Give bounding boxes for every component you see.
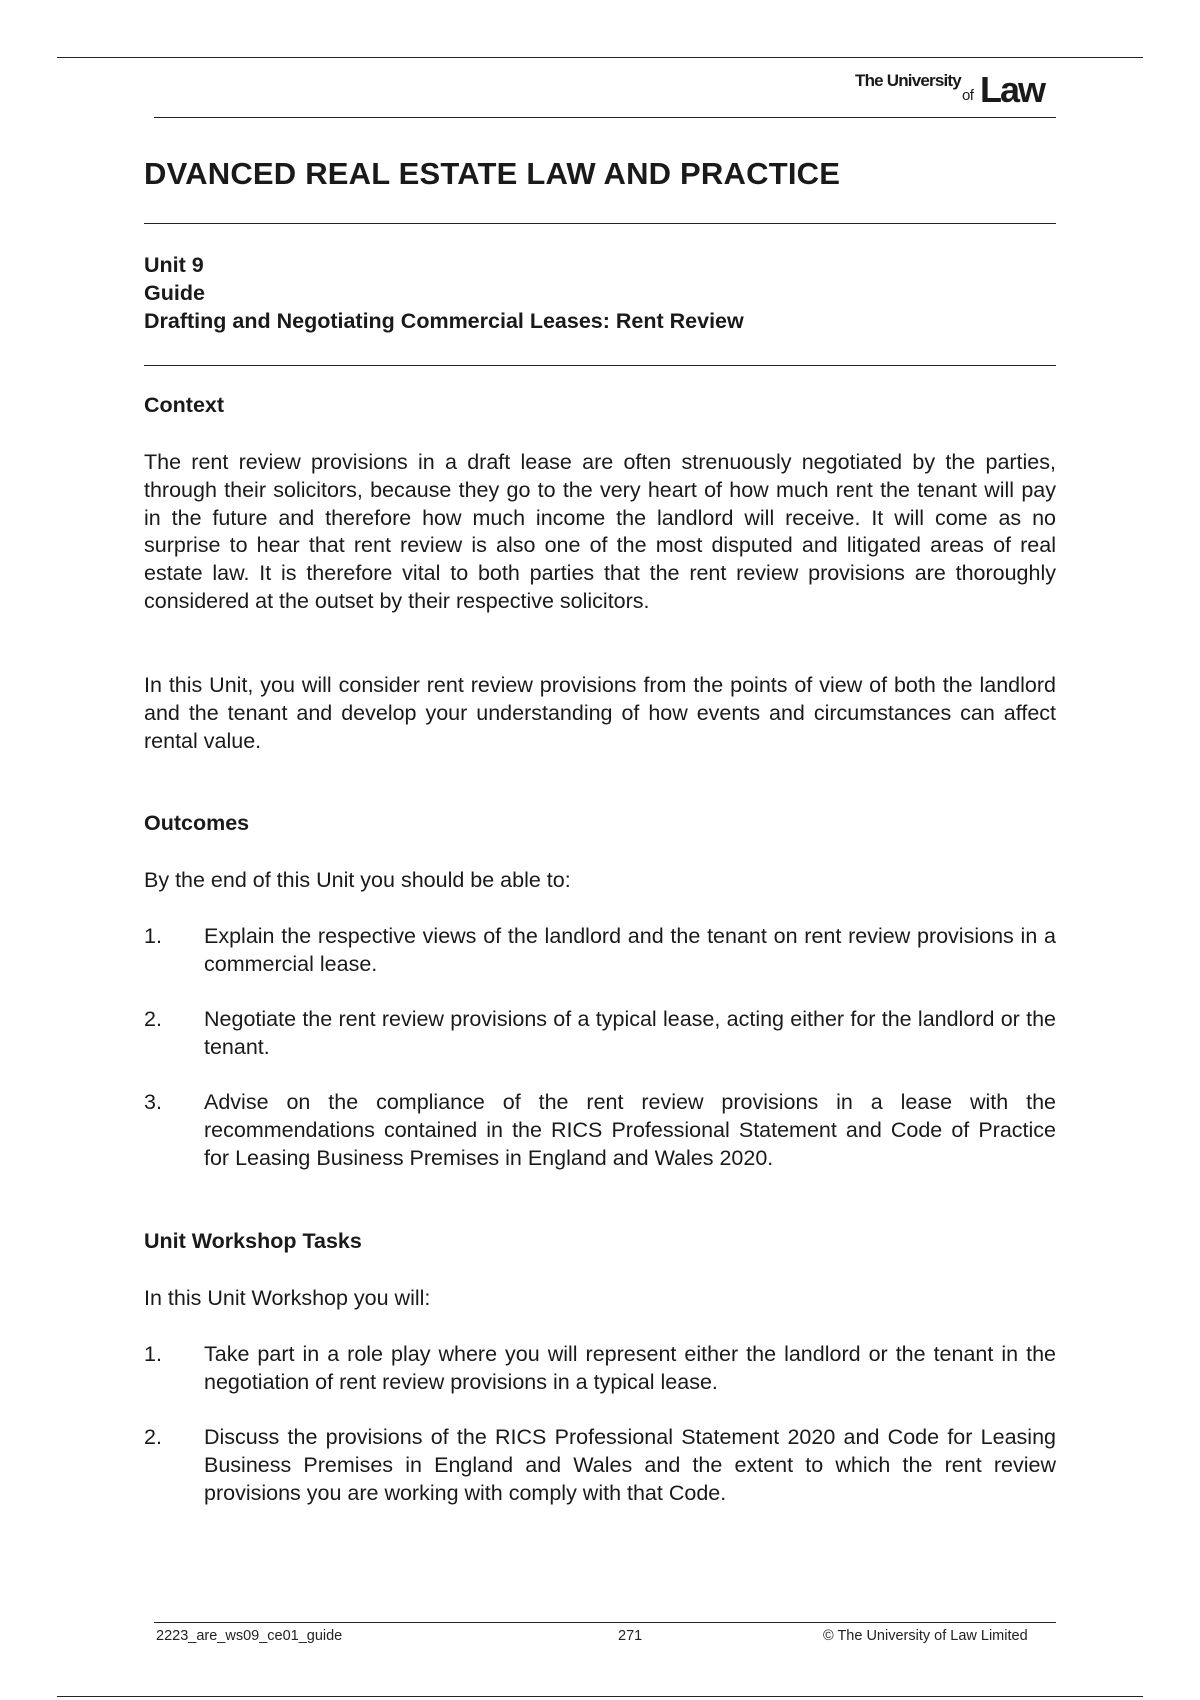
footer-page-number: 271 (618, 1628, 643, 1644)
outcome-text: Negotiate the rent review provisions of a typical lease, acting either for the landlord or the tenant. (204, 1007, 1056, 1059)
page-bottom-rule (57, 1696, 1143, 1697)
outcomes-heading: Outcomes (144, 811, 250, 835)
context-paragraph-1: The rent review provisions in a draft lease are often strenuously negotiated by the parties, through their solicitors, because they go to the very heart of how much rent the tenant will pay in the future and therefore how much income the landlord will receive. It will come as no surprise to hear that rent review is also one of the most disputed and litigated areas of real estate law. It is therefore vital to both parties that the rent review provisions are thoroughly considered at the outset by their respective solicitors. (144, 450, 1056, 613)
outcome-number: 1. (144, 924, 162, 948)
unit-number: Unit 9 (144, 253, 204, 277)
logo-line1: The University (855, 71, 961, 90)
workshop-number: 2. (144, 1425, 162, 1449)
footer-rule (154, 1622, 1056, 1623)
logo-of: of (962, 87, 974, 104)
unit-block (144, 251, 744, 335)
footer-document-code: 2223_are_ws09_ce01_guide (156, 1628, 343, 1644)
unit-type: Guide (144, 281, 205, 305)
page-top-rule (57, 57, 1143, 58)
outcomes-intro: By the end of this Unit you should be able to: (144, 868, 571, 892)
document-title: DVANCED REAL ESTATE LAW AND PRACTICE (144, 156, 841, 191)
header-rule (154, 117, 1056, 118)
outcome-number: 2. (144, 1007, 162, 1031)
context-paragraph-2: In this Unit, you will consider rent review provisions from the points of view of both the landlord and the tenant and develop your understanding of how events and circumstances can affect rental value. (144, 673, 1056, 753)
workshop-text: Discuss the provisions of the RICS Professional Statement 2020 and Code for Leasing Business Premises in England and Wales and the extent to which the rent review provisions you are working with comply with that Code. (204, 1425, 1056, 1505)
unit-subtitle: Drafting and Negotiating Commercial Leases: Rent Review (144, 309, 744, 333)
workshop-heading: Unit Workshop Tasks (144, 1229, 362, 1253)
logo-law: Law (980, 69, 1045, 110)
workshop-number: 1. (144, 1342, 162, 1366)
unit-rule (144, 365, 1056, 366)
title-rule (144, 223, 1056, 224)
footer-copyright: © The University of Law Limited (823, 1628, 1028, 1644)
context-heading: Context (144, 393, 225, 417)
workshop-intro: In this Unit Workshop you will: (144, 1286, 431, 1310)
outcome-text: Explain the respective views of the landlord and the tenant on rent review provisions in a commercial lease. (204, 924, 1056, 976)
workshop-text: Take part in a role play where you will represent either the landlord or the tenant in the negotiation of rent review provisions in a typical lease. (204, 1342, 1056, 1394)
outcome-text: Advise on the compliance of the rent review provisions in a lease with the recommendations contained in the RICS Professional Statement and Code of Practice for Leasing Business Premises in England and Wales 2020. (204, 1090, 1056, 1170)
outcome-number: 3. (144, 1090, 162, 1114)
